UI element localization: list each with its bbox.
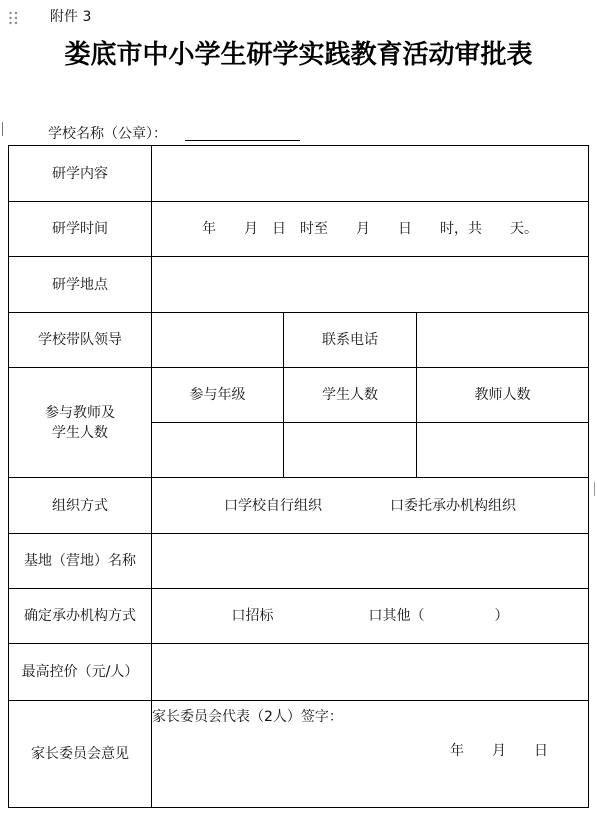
option-bidding[interactable]: 口招标 [231,608,274,624]
leader-value-cell[interactable] [152,313,284,368]
base-label: 基地（营地）名称 [9,534,152,589]
location-label: 研学地点 [9,257,152,313]
row-content [9,146,589,202]
organization-options [152,496,588,516]
organization-options-cell [152,478,589,534]
method-options [152,606,588,626]
participants-label-line2: 学生人数 [52,424,108,441]
parents-label: 家长委员会意见 [9,701,152,808]
grade-value-cell[interactable] [152,423,284,478]
method-options-cell [152,589,589,644]
student-count-header: 学生人数 [284,368,417,423]
method-label: 确定承办机构方式 [9,589,152,644]
school-name-field[interactable] [185,140,300,141]
price-value-cell[interactable] [152,644,589,701]
row-location [9,257,589,313]
location-value-cell[interactable] [152,257,589,313]
left-margin-marker [2,122,3,136]
row-base [9,534,589,589]
phone-label: 联系电话 [284,313,417,368]
attachment-label: 附件 3 [50,9,92,25]
row-parents [9,701,589,808]
participants-label-line1: 参与教师及 [45,404,115,421]
parents-date: 年 月 日 [450,743,549,759]
phone-value-cell[interactable] [417,313,589,368]
teacher-count-header: 教师人数 [417,368,589,423]
approval-table [8,145,589,808]
content-value-cell[interactable] [152,146,589,202]
organization-label: 组织方式 [9,478,152,534]
row-participants-header [9,368,589,423]
row-method [9,589,589,644]
parents-opinion-cell[interactable] [152,701,589,808]
teacher-count-value-cell[interactable] [417,423,589,478]
grade-header: 参与年级 [152,368,284,423]
row-time [9,202,589,257]
parents-signature-label: 家长委员会代表（2人）签字： [152,709,343,725]
time-value-cell[interactable] [152,202,589,257]
base-value-cell[interactable] [152,534,589,589]
content-label: 研学内容 [9,146,152,202]
leader-label: 学校带队领导 [9,313,152,368]
right-margin-marker [594,482,595,496]
student-count-value-cell[interactable] [284,423,417,478]
row-price [9,644,589,701]
time-label: 研学时间 [9,202,152,257]
participants-label [9,368,152,478]
time-template-text: 年 月 日 时至 月 日 时，共 天。 [202,221,538,237]
page-title: 娄底市中小学生研学实践教育活动审批表 [64,40,533,70]
option-entrusted-agency[interactable]: 口委托承办机构组织 [390,497,516,514]
option-other[interactable]: 口其他（ ） [368,608,509,624]
option-self-organized[interactable]: 口学校自行组织 [224,497,322,514]
price-label: 最高控价（元/人） [9,644,152,701]
row-organization [9,478,589,534]
drag-handle-icon[interactable] [8,11,19,25]
school-name-label: 学校名称（公章）： [48,126,167,142]
row-leader [9,313,589,368]
